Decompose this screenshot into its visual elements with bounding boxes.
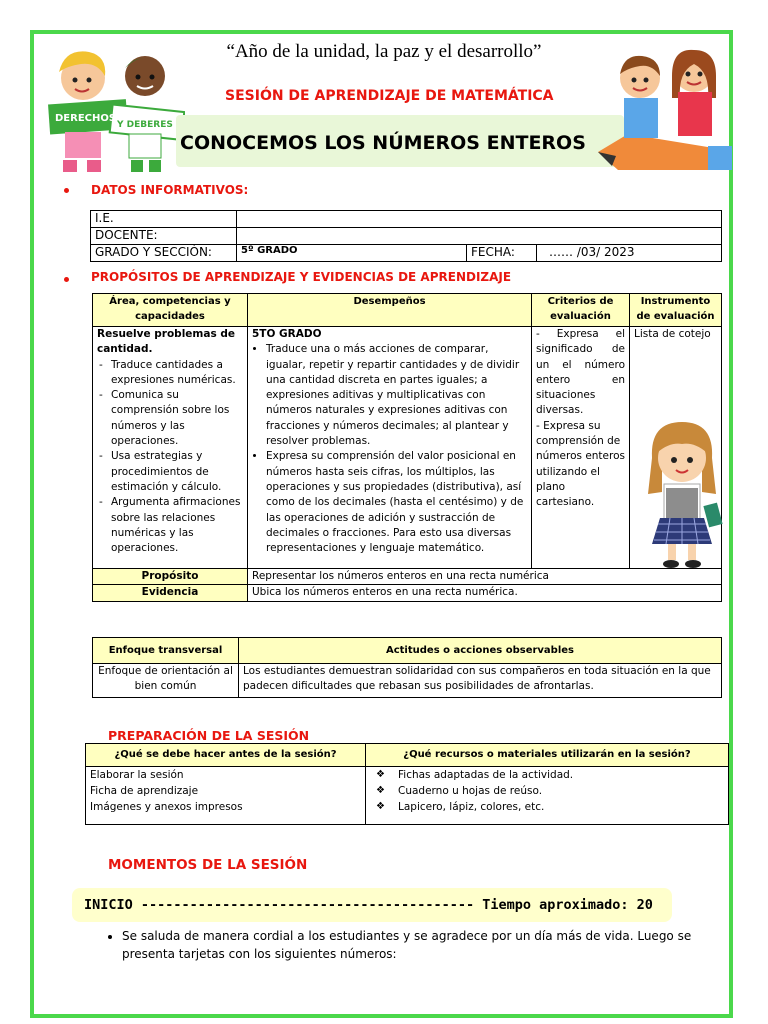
docente-value (237, 228, 722, 245)
sign-deberes: Y DEBERES (117, 120, 173, 130)
antes-cell (86, 767, 366, 825)
proposito-value: Representar los números enteros en una recta numérica (248, 569, 722, 585)
propositos-heading: PROPÓSITOS DE APRENDIZAJE Y EVIDENCIAS DE APRENDIZAJE (91, 270, 512, 284)
motto: “Año de la unidad, la paz y el desarrollo” (226, 41, 542, 62)
propositos-table (92, 293, 722, 602)
recurso-item: Cuaderno u hojas de reúso. (398, 785, 543, 797)
antes-item: Ficha de aprendizaje (90, 785, 199, 797)
grado-heading: 5TO GRADO (252, 328, 322, 340)
capacidad-item: - Traduce cantidades a expresiones numéricas. (111, 358, 243, 389)
bullet-icon (64, 277, 69, 282)
preparacion-table (85, 743, 729, 825)
enfoque-text: Los estudiantes demuestran solidaridad con sus compañeros en toda situación en la que padecen dificultades que rebasan sus posibilidades de afrontarlas. (239, 664, 722, 698)
fecha-label: FECHA: (467, 245, 537, 262)
kids-rights-illustration (45, 42, 185, 178)
bullet-icon (64, 188, 69, 193)
col-desempenos: Desempeños (248, 294, 532, 327)
criterio-item: - Expresa el significado de un el número entero en situaciones diversas. (536, 328, 625, 417)
inicio-bar: INICIO ----------------------------------------- Tiempo aproximado: 20 (72, 888, 672, 922)
col-recursos: ¿Qué recursos o materiales utilizarán en la sesión? (366, 744, 729, 767)
grado-label: GRADO Y SECCIÓN: (91, 245, 237, 262)
instrumento-value: Lista de cotejo (634, 328, 711, 340)
criterios-cell (532, 327, 630, 569)
diamond-bullet-icon: ❖ (376, 769, 385, 780)
datos-heading: DATOS INFORMATIVOS: (91, 183, 249, 197)
sign-derechos: DERECHOS (55, 113, 117, 124)
ie-value (237, 211, 722, 228)
criterio-item: - Expresa su comprensión de números enteros utilizando el plano cartesiano. (536, 419, 625, 509)
col-enfoque: Enfoque transversal (93, 638, 239, 664)
area-cell (93, 327, 248, 569)
evidencia-value: Ubica los números enteros en una recta numérica. (248, 585, 722, 601)
col-area: Área, competencias y capacidades (93, 294, 248, 327)
capacidad-item: - Usa estrategias y procedimientos de estimación y cálculo. (111, 449, 243, 495)
ie-label: I.E. (91, 211, 237, 228)
enfoque-name: Enfoque de orientación al bien común (93, 664, 239, 698)
proposito-label: Propósito (93, 569, 248, 585)
enfoque-table (92, 637, 722, 698)
competencia: Resuelve problemas de cantidad. (97, 328, 235, 356)
recurso-item: Lapicero, lápiz, colores, etc. (398, 801, 545, 813)
preparacion-heading: PREPARACIÓN DE LA SESIÓN (108, 728, 310, 743)
col-actitudes: Actitudes o acciones observables (239, 638, 722, 664)
capacidad-item: - Argumenta afirmaciones sobre las relaciones numéricas y las operaciones. (111, 495, 243, 556)
col-antes: ¿Qué se debe hacer antes de la sesión? (86, 744, 366, 767)
recursos-cell (366, 767, 729, 825)
kids-on-pencil-illustration (598, 42, 738, 172)
desempeno-item: • Traduce una o más acciones de comparar, igualar, repetir y repartir cantidades y de dividir una cantidad discreta en partes iguales; a expresiones aditivas y multiplicativas con números naturales y expresiones aditivas con fracciones y números decimales; al plantear y resolver problemas. (266, 342, 527, 449)
inicio-text: • Se saluda de manera cordial a los estudiantes y se agradece por un día más de vida. Luego se presenta tarjetas con los siguientes números: (122, 927, 702, 963)
col-criterios: Criterios de evaluación (532, 294, 630, 327)
schoolgirl-illustration (636, 418, 728, 570)
datos-table (90, 210, 722, 262)
col-instrumento: Instrumento de evaluación (630, 294, 722, 327)
desempenos-cell (248, 327, 532, 569)
momentos-heading: MOMENTOS DE LA SESIÓN (108, 857, 308, 873)
diamond-bullet-icon: ❖ (376, 801, 385, 812)
desempeno-item: • Expresa su comprensión del valor posicional en números hasta seis cifras, los múltiplos, las operaciones y sus propiedades (distributiva), así como de los decimales (hasta el centésimo) y de las operaciones de adición y sustracción de decimales o fracciones. Para esto usa diversas representaciones y lenguaje matemático. (266, 449, 527, 556)
diamond-bullet-icon: ❖ (376, 785, 385, 796)
fecha-value: …… /03/ 2023 (537, 245, 722, 262)
evidencia-label: Evidencia (93, 585, 248, 601)
antes-item: Elaborar la sesión (90, 769, 184, 781)
docente-label: DOCENTE: (91, 228, 237, 245)
recurso-item: Fichas adaptadas de la actividad. (398, 769, 574, 781)
capacidad-item: - Comunica su comprensión sobre los números y las operaciones. (111, 388, 243, 449)
session-title: CONOCEMOS LOS NÚMEROS ENTEROS (180, 132, 586, 154)
session-subtitle: SESIÓN DE APRENDIZAJE DE MATEMÁTICA (225, 88, 554, 104)
antes-item: Imágenes y anexos impresos (90, 801, 243, 813)
grado-value: 5º GRADO (237, 245, 467, 262)
